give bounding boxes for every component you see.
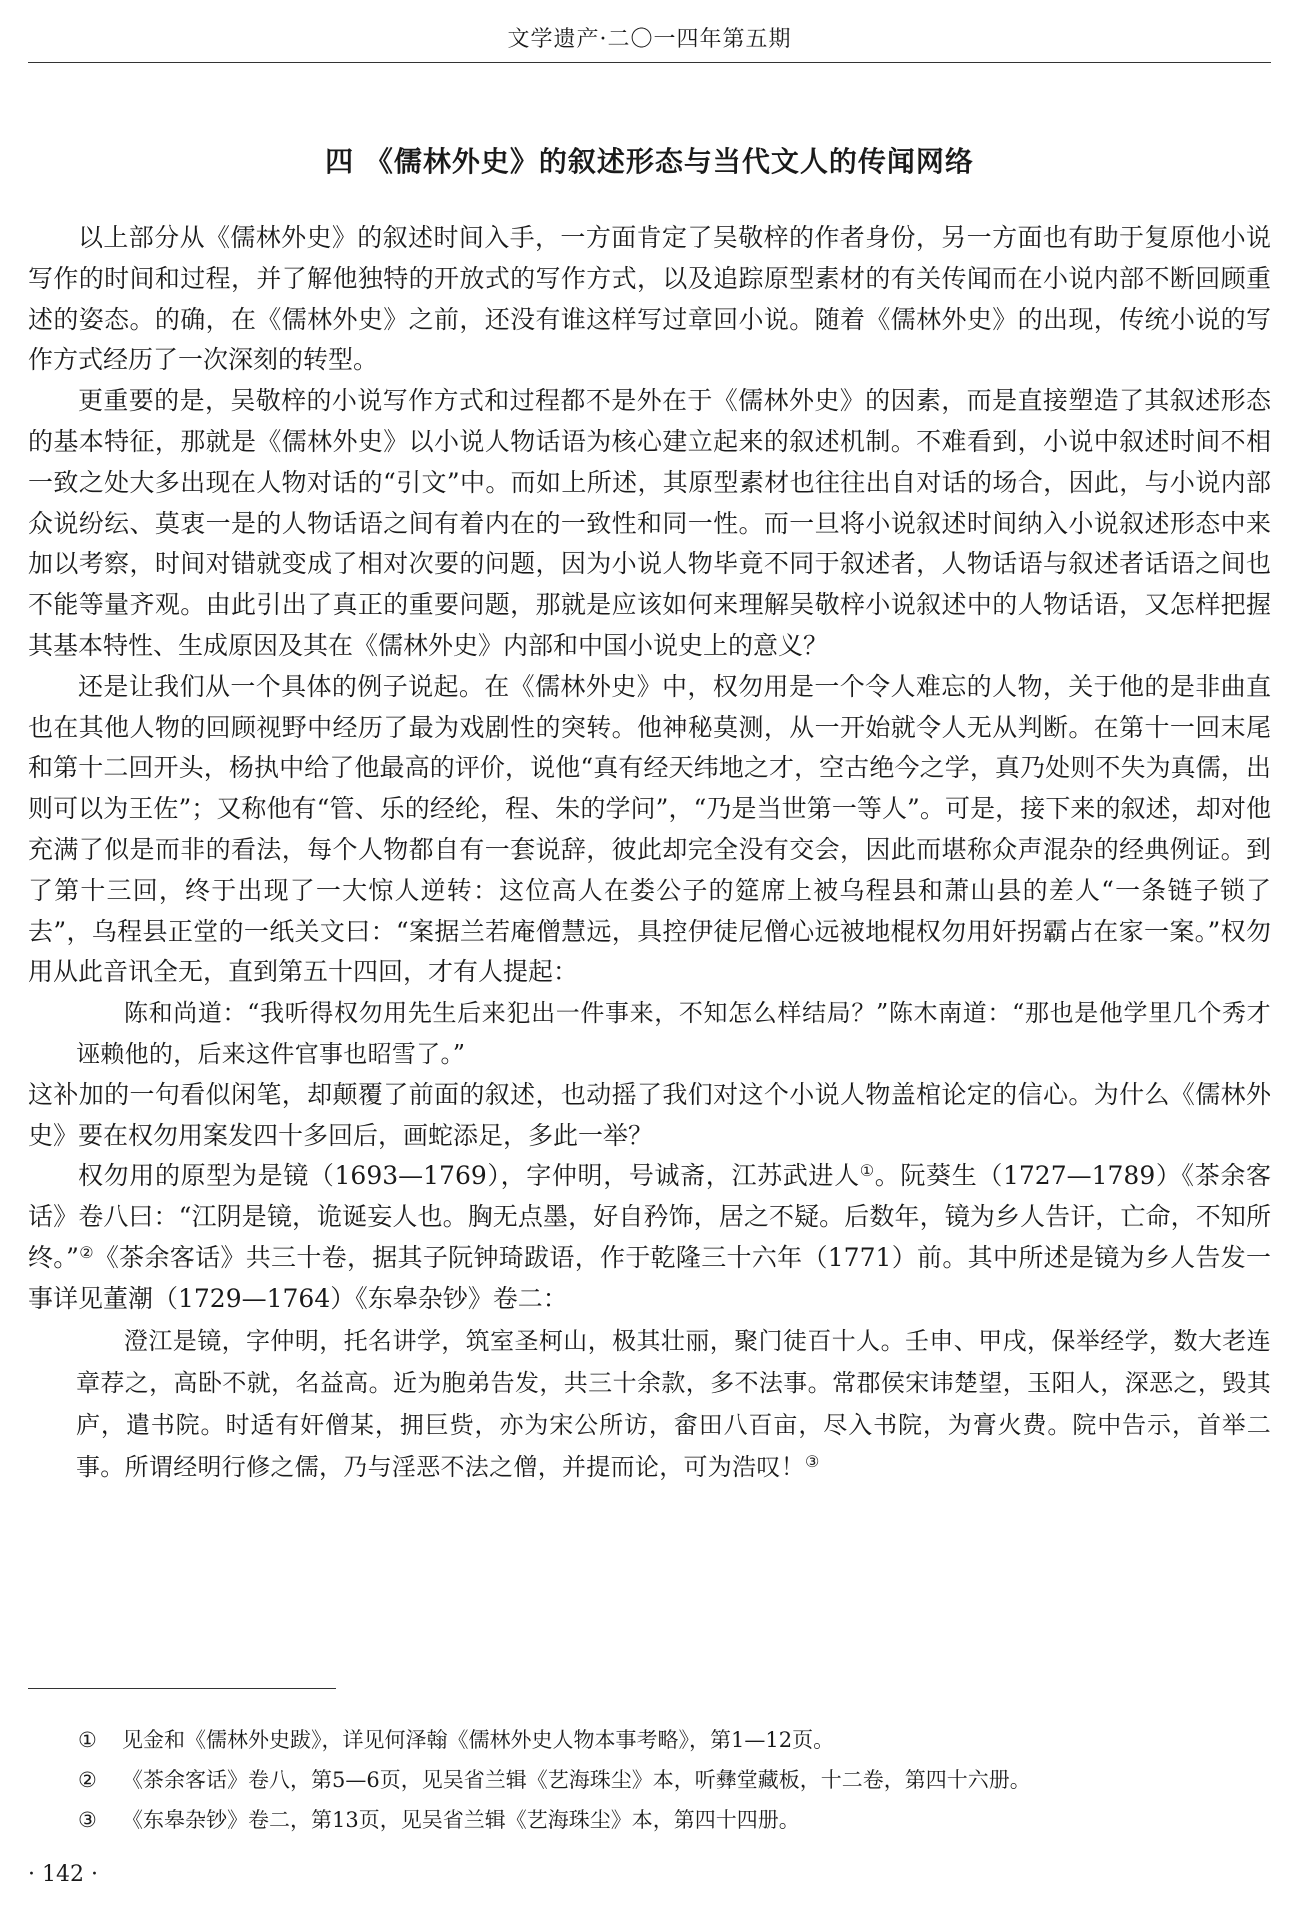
paragraph-5 [28, 1156, 1271, 1319]
paragraph-1: 以上部分从《儒林外史》的叙述时间入手，一方面肯定了吴敬梓的作者身份，另一方面也有助于复原他小说写作的时间和过程，并了解他独特的开放式的写作方式，以及追踪原型素材的有关传闻而在小说内部不断回顾重述的姿态。的确，在《儒林外史》之前，还没有谁这样写过章回小说。随着《儒林外史》的出现，传统小说的写作方式经历了一次深刻的转型。 [28, 223, 1271, 375]
paragraph-5-part-b: 。阮葵生（1727—1789）《茶余客话》卷八曰：“江阴是镜，诡诞妄人也。胸无点墨，好自矜饰，居之不疑。后数年，镜为乡人告讦，亡命，不知所终。” [28, 1161, 1272, 1272]
block-quote-1: 陈和尚道：“我听得权勿用先生后来犯出一件事来，不知怎么样结局？”陈木南道：“那也是他学里几个秀才诬赖他的，后来这件官事也昭雪了。” [76, 999, 1271, 1068]
article-body [28, 218, 1271, 1488]
paragraph-3: 还是让我们从一个具体的例子说起。在《儒林外史》中，权勿用是一个令人难忘的人物，关于他的是非曲直也在其他人物的回顾视野中经历了最为戏剧性的突转。他神秘莫测，从一开始就令人无从判断。在第十一回末尾和第十二回开头，杨执中给了他最高的评价，说他“真有经天纬地之才，空古绝今之学，真乃处则不失为真儒，出则可以为王佐”；又称他有“管、乐的经纶，程、朱的学问”，“乃是当世第一等人”。可是，接下来的叙述，却对他充满了似是而非的看法，每个人物都自有一套说辞，彼此却完全没有交会，因此而堪称众声混杂的经典例证。到了第十三回，终于出现了一大惊人逆转：这位高人在娄公子的筵席上被乌程县和萧山县的差人“一条链子锁了去”，乌程县正堂的一纸关文曰：“案据兰若庵僧慧远，具控伊徒尼僧心远被地棍权勿用奸拐霸占在家一案。”权勿用从此音讯全无，直到第五十四回，才有人提起： [28, 671, 1271, 987]
block-quote-2-text: 澄江是镜，字仲明，托名讲学，筑室圣柯山，极其壮丽，聚门徒百十人。壬申、甲戌，保举经学，数大老连章荐之，高卧不就，名益高。近为胞弟告发，共三十余款，多不法事。常郡侯宋讳楚望，玉阳人，深恶之，毁其庐，遣书院。时适有奸僧某，拥巨赀，亦为宋公所访，畲田八百亩，尽入书院，为膏火费。院中告示，首举二事。所谓经明行修之儒，乃与淫恶不法之僧，并提而论，可为浩叹！ [76, 1326, 1271, 1481]
footnote-rule [28, 1688, 336, 1689]
header-rule [28, 62, 1271, 63]
paragraph-4: 这补加的一句看似闲笔，却颠覆了前面的叙述，也动摇了我们对这个小说人物盖棺论定的信心。为什么《儒林外史》要在权勿用案发四十多回后，画蛇添足，多此一举？ [28, 1079, 1271, 1150]
footnote-3 [78, 1800, 1271, 1840]
footnote-2 [78, 1760, 1271, 1800]
footnote-ref-2[interactable]: ② [78, 1242, 94, 1262]
footnote-text: 《东皋杂钞》卷二，第13页，见吴省兰辑《艺海珠尘》本，第四十四册。 [122, 1808, 800, 1832]
footnote-marker: ① [78, 1728, 97, 1752]
paragraph-5-part-a: 权勿用的原型为是镜（1693—1769），字仲明，号诚斋，江苏武进人 [78, 1161, 860, 1191]
footnote-text: 《茶余客话》卷八，第5—6页，见吴省兰辑《艺海珠尘》本，听彝堂藏板，十二卷，第四十六册。 [122, 1768, 1031, 1792]
footnote-marker: ② [78, 1768, 97, 1792]
footnote-text: 见金和《儒林外史跋》，详见何泽翰《儒林外史人物本事考略》，第1—12页。 [122, 1728, 835, 1752]
section-heading: 四 《儒林外史》的叙述形态与当代文人的传闻网络 [325, 145, 974, 178]
footnotes [78, 1720, 1271, 1840]
footnote-marker: ③ [78, 1808, 97, 1832]
footnote-ref-1[interactable]: ① [859, 1161, 875, 1181]
running-header: 文学遗产·二〇一四年第五期 [507, 27, 792, 52]
paragraph-2: 更重要的是，吴敬梓的小说写作方式和过程都不是外在于《儒林外史》的因素，而是直接塑造了其叙述形态的基本特征，那就是《儒林外史》以小说人物话语为核心建立起来的叙述机制。不难看到，小说中叙述时间不相一致之处大多出现在人物对话的“引文”中。而如上所述，其原型素材也往往出自对话的场合，因此，与小说内部众说纷纭、莫衷一是的人物话语之间有着内在的一致性和同一性。而一旦将小说叙述时间纳入小说叙述形态中来加以考察，时间对错就变成了相对次要的问题，因为小说人物毕竟不同于叙述者，人物话语与叙述者话语之间也不能等量齐观。由此引出了真正的重要问题，那就是应该如何来理解吴敬梓小说叙述中的人物话语，又怎样把握其基本特性、生成原因及其在《儒林外史》内部和中国小说史上的意义？ [28, 386, 1271, 660]
block-quote-2 [28, 1320, 1271, 1488]
footnote-1 [78, 1720, 1271, 1760]
paragraph-5-part-c: 《茶余客话》共三十卷，据其子阮钟琦跋语，作于乾隆三十六年（1771）前。其中所述是镜为乡人告发一事详见董潮（1729—1764）《东皋杂钞》卷二： [28, 1242, 1272, 1313]
page-number: · 142 · [28, 1862, 98, 1887]
footnote-ref-3[interactable]: ③ [805, 1451, 820, 1471]
